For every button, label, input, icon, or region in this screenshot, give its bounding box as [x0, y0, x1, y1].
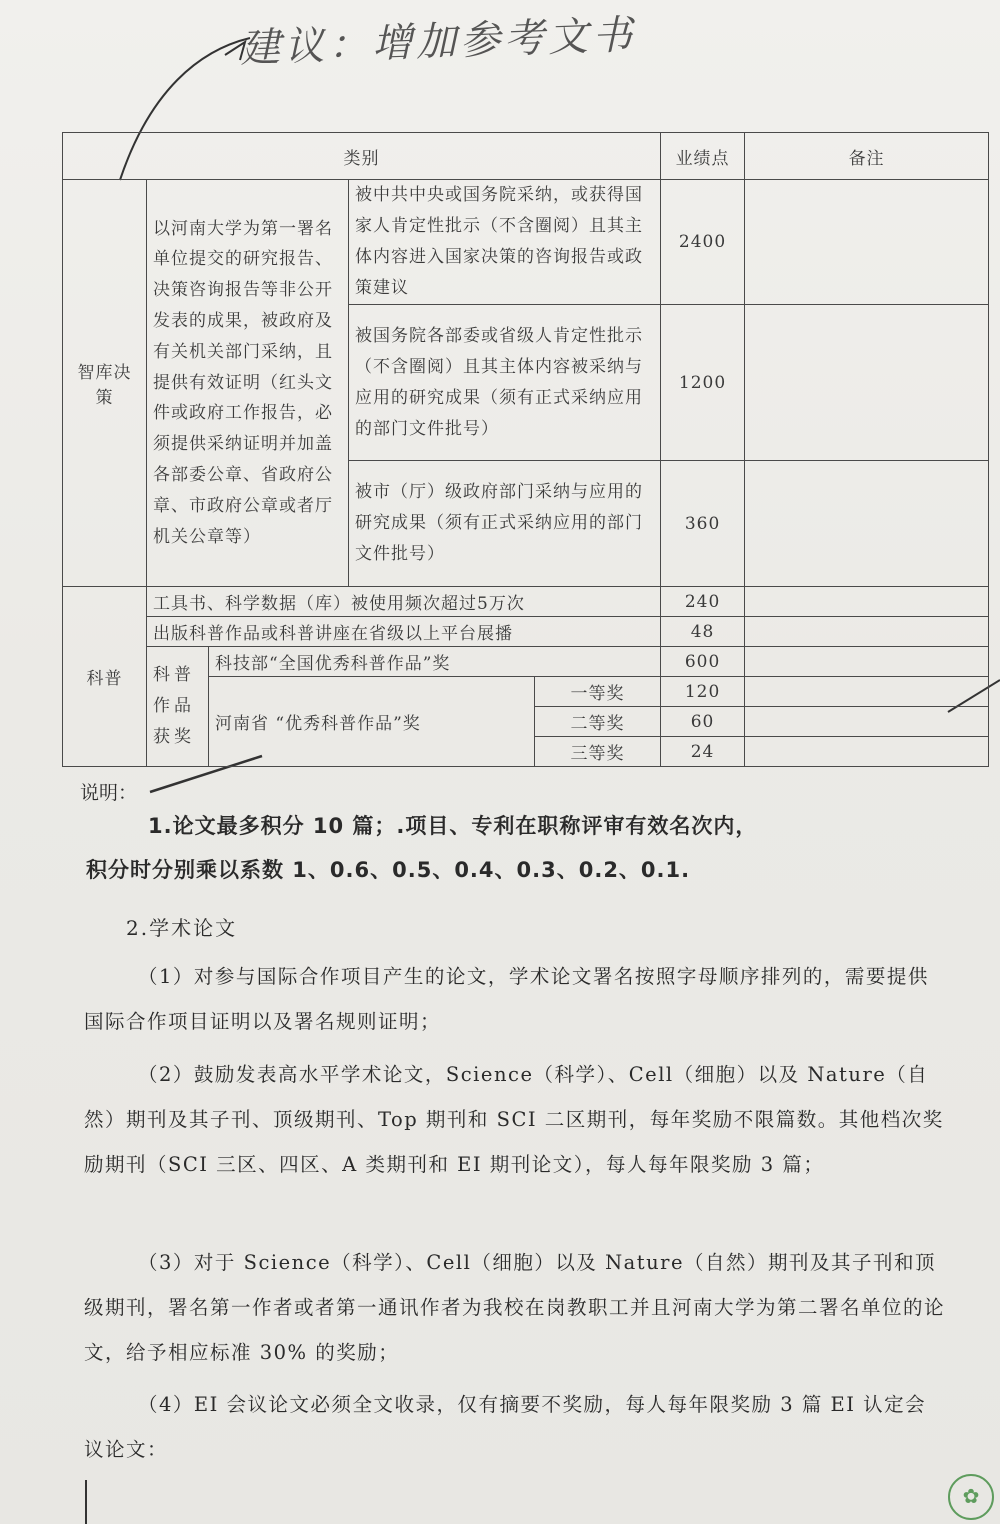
- think-tank-row-2: 被国务院各部委或省级人肯定性批示（不含圈阅）且其主体内容被采纳与应用的研究成果（须有正式采纳应用的部门文件批号）: [349, 305, 661, 461]
- performance-points-table: [62, 132, 989, 767]
- category-popsci: 科普: [63, 587, 147, 767]
- popsci-row-1: 工具书、科学数据（库）被使用频次超过5万次: [147, 587, 661, 617]
- think-tank-row-1: 被中共中央或国务院采纳，或获得国家人肯定性批示（不含圈阅）且其主体内容进入国家决策的咨询报告或政策建议: [349, 180, 661, 305]
- category-think-tank: 智库决策: [63, 180, 147, 587]
- handwritten-annotation: 建议：增加参考文书: [239, 12, 637, 72]
- paragraph-3: （3）对于 Science（科学）、Cell（细胞）以及 Nature（自然）期刊及其子刊和顶级期刊，署名第一作者或者第一通讯作者为我校在岗教职工并且河南大学为第二署名单位的论文，给予相应标准 30% 的奖励；: [84, 1251, 946, 1364]
- think-tank-row-3: 被市（厅）级政府部门采纳与应用的研究成果（须有正式采纳应用的部门文件批号）: [349, 461, 661, 587]
- header-category: 类别: [63, 133, 661, 180]
- remarks-cell: [745, 707, 989, 737]
- provincial-award: 河南省 “优秀科普作品”奖: [209, 677, 535, 767]
- popsci-award-label: 科普作品获奖: [147, 647, 209, 767]
- remarks-cell: [745, 180, 989, 305]
- think-tank-description: 以河南大学为第一署名单位提交的研究报告、决策咨询报告等非公开发表的成果，被政府及有关机关部门采纳，且提供有效证明（红头文件或政府工作报告，必须提供采纳证明并加盖各部委公章、省政府公章、市政府公章或者厅机关公章等）: [147, 180, 349, 587]
- paragraph-4: （4）EI 会议论文必须全文收录，仅有摘要不奖励，每人每年限奖励 3 篇 EI 认定会议论文：: [84, 1393, 927, 1461]
- green-seal-icon: ✿: [948, 1474, 994, 1520]
- think-tank-row-3-points: 360: [661, 461, 745, 587]
- remarks-cell: [745, 587, 989, 617]
- note-1-line-1: 1.论文最多积分 10 篇；.项目、专利在职称评审有效名次内，: [148, 814, 758, 838]
- award-level-1: 一等奖: [535, 677, 661, 707]
- think-tank-row-2-points: 1200: [661, 305, 745, 461]
- header-points: 业绩点: [661, 133, 745, 180]
- popsci-row-2: 出版科普作品或科普讲座在省级以上平台展播: [147, 617, 661, 647]
- remarks-cell: [745, 647, 989, 677]
- national-award-points: 600: [661, 647, 745, 677]
- award-level-1-points: 120: [661, 677, 745, 707]
- remarks-cell: [745, 617, 989, 647]
- header-remarks: 备注: [745, 133, 989, 180]
- award-level-3: 三等奖: [535, 737, 661, 767]
- popsci-row-2-points: 48: [661, 617, 745, 647]
- national-award: 科技部“全国优秀科普作品”奖: [209, 647, 661, 677]
- think-tank-row-1-points: 2400: [661, 180, 745, 305]
- award-level-2: 二等奖: [535, 707, 661, 737]
- popsci-row-1-points: 240: [661, 587, 745, 617]
- note-1-line-2: 积分时分别乘以系数 1、0.6、0.5、0.4、0.3、0.2、0.1.: [86, 858, 691, 882]
- award-level-3-points: 24: [661, 737, 745, 767]
- remarks-cell: [745, 677, 989, 707]
- remarks-cell: [745, 461, 989, 587]
- award-level-2-points: 60: [661, 707, 745, 737]
- paragraph-1: （1）对参与国际合作项目产生的论文，学术论文署名按照字母顺序排列的，需要提供国际合作项目证明以及署名规则证明；: [84, 965, 929, 1033]
- remarks-cell: [745, 305, 989, 461]
- remarks-cell: [745, 737, 989, 767]
- section-2-title: 2.学术论文: [126, 916, 238, 940]
- paragraph-2: （2）鼓励发表高水平学术论文，Science（科学）、Cell（细胞）以及 Nature（自然）期刊及其子刊、顶级期刊、Top 期刊和 SCI 二区期刊，每年奖励不限篇数。其他档次奖励期刊（SCI 三区、四区、A 类期刊和 EI 期刊论文），每人每年限奖励 3 篇；: [84, 1063, 944, 1176]
- notes-heading: 说明：: [80, 782, 138, 804]
